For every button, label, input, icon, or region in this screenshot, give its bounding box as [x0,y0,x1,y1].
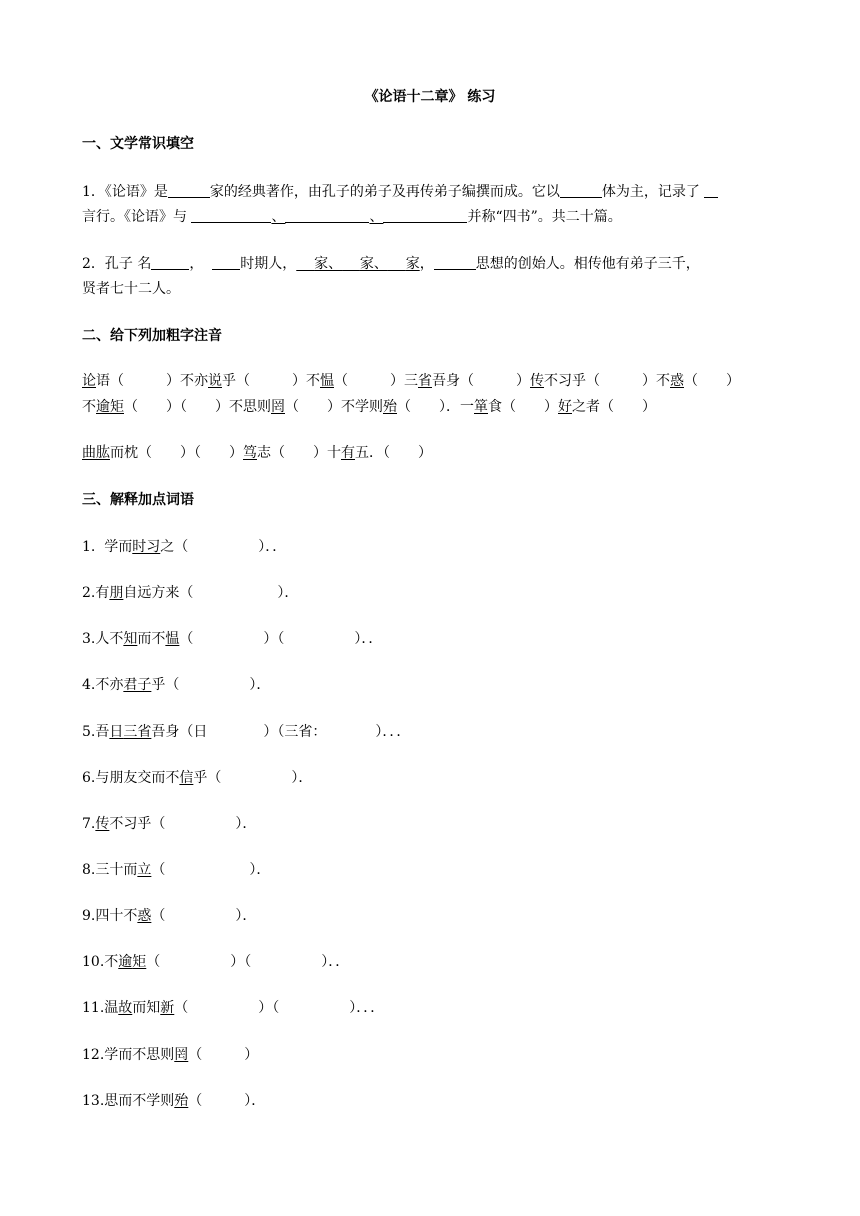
pinyin-text: 三 [404,373,418,389]
q1-sep-2: 、 [369,209,384,225]
definition-prefix: 1. 学而 [82,539,133,555]
definition-prefix: 7. [82,816,96,832]
definition-target-word: 朋 [109,585,124,601]
definition-target-word: 愠 [165,631,180,647]
q2-line-1 [82,254,700,274]
q2-jia-2: 家、 [359,256,388,272]
pinyin-target-char: 好 [558,399,572,415]
definition-prefix: 8.三十而 [82,862,138,878]
definition-prefix: 11.温 [82,1000,119,1016]
pinyin-target-char: 说 [208,373,222,389]
pinyin-row-3 [82,443,432,463]
definition-answer-slot: （ ）． [151,862,271,878]
definition-item [82,906,256,926]
pinyin-text: （ ）．一 [397,399,474,415]
definition-answer-slot: 不习乎（ ）． [109,816,257,832]
blank-era[interactable] [212,255,240,270]
blank-thought[interactable] [434,255,476,270]
pinyin-text: 而枕（ ）（ ） [110,445,243,461]
definition-answer-slot: 吾身（日 ）（三省： ）．．． [151,724,411,740]
definition-answer-slot: 乎（ ）． [151,677,271,693]
blank-book-3[interactable] [383,208,467,223]
definition-item [82,629,382,649]
q2-jia-group [296,256,419,272]
definition-target-word: 知 [123,631,138,647]
pinyin-text: 乎（ ） [222,373,306,389]
definition-prefix: 6.与朋友交而不 [82,770,180,786]
definition-target-word: 传 [95,816,110,832]
definition-target-word: 惑 [137,908,152,924]
pinyin-text: （ ） [684,373,740,389]
definition-answer-slot: 之（ ）．． [160,539,287,555]
definition-answer-slot: （ ）． [188,1093,266,1109]
definition-item [82,1091,265,1111]
section-2-heading: 二、给下列加粗字注音 [82,328,222,344]
blank-book-1[interactable] [191,208,271,223]
pinyin-target-char: 曲肱 [82,445,110,461]
pinyin-text: 不学则 [341,399,383,415]
definition-answer-slot: （ ） [188,1047,259,1063]
definition-item [82,998,384,1018]
definition-target-word: 信 [179,770,194,786]
definition-answer-slot: 而不 [137,631,166,647]
pinyin-target-char: 愠 [320,373,334,389]
definition-target-word: 矩 [132,954,147,970]
pinyin-text: 不亦 [180,373,208,389]
definition-answer-slot: （ ）（ ）．．． [174,1000,385,1016]
blank-school[interactable] [168,183,210,198]
pinyin-text: （ ）（ ） [124,399,229,415]
pinyin-text: 志（ ） [257,445,327,461]
page-title: 《论语十二章》 练习 [364,89,496,105]
pinyin-text: （ ） [285,399,341,415]
definition-prefix: 9.四十不 [82,908,138,924]
definition-answer-slot: （ ）（ ）．． [179,631,383,647]
q1-line-2 [82,207,622,227]
definition-prefix: 4.不亦 [82,677,124,693]
blank-name[interactable] [151,255,189,270]
definition-middle: 而知 [132,1000,161,1016]
q2-text-e: 思想的创始人。相传他有弟子三千， [475,256,700,272]
pinyin-text: 不思则 [229,399,271,415]
pinyin-target-char: 论 [82,373,96,389]
q2-jia-1: 家、 [314,256,343,272]
section-1-heading: 一、文学常识填空 [82,136,194,152]
definition-target-word: 罔 [174,1047,189,1063]
blank-recorded[interactable] [704,183,718,198]
q1-line-1 [82,182,718,202]
definition-target-word: 君子 [123,677,152,693]
section-3-heading: 三、解释加点词语 [82,492,194,508]
definition-item [82,583,298,603]
definition-target-word: 逾 [118,954,133,970]
definition-prefix: 12.学而不思则 [82,1047,175,1063]
definition-answer-slot: 乎（ ）． [193,770,313,786]
q2-text-d: ， [419,256,434,272]
definition-target-word: 立 [137,862,152,878]
q1-sep-1: 、 [271,209,286,225]
pinyin-text: 吾身（ ） [432,373,530,389]
q1-text-b: 家的经典著作，由孔子的弟子及再传弟子编撰而成。它以 [209,184,560,200]
definition-target-word: 日 [109,724,124,740]
definition-item [82,1045,258,1065]
q2-text-c: 时期人， [240,256,297,272]
pinyin-target-char: 笃 [243,445,257,461]
pinyin-text: 五．（ ） [355,445,432,461]
pinyin-target-char: 殆 [383,399,397,415]
definition-prefix: 13.思而不学则 [82,1093,175,1109]
definition-item [82,537,286,557]
definition-target-word: 新 [160,1000,175,1016]
definition-prefix: 3.人不 [82,631,124,647]
blank-book-2[interactable] [285,208,369,223]
pinyin-text: 之者（ ） [572,399,656,415]
definition-target-word: 三省 [123,724,152,740]
definition-answer-slot: （ ）（ ）．． [146,954,350,970]
q2-text-a: 2．孔子 名 [82,256,152,272]
pinyin-text: （ ） [334,373,404,389]
q1-text-e: 并称“四书”。共二十篇。 [467,209,622,225]
pinyin-text: 十 [327,445,341,461]
definition-item [82,768,312,788]
pinyin-target-char: 有 [341,445,355,461]
pinyin-target-char: 箪 [474,399,488,415]
pinyin-text: 食（ ） [488,399,558,415]
definition-prefix: 2.有 [82,585,110,601]
definition-answer-slot: 自远方来（ ）． [123,585,299,601]
pinyin-text: 不习乎（ ）不 [544,373,670,389]
pinyin-target-char: 传 [530,373,544,389]
q2-jia-3: 家 [405,256,420,272]
pinyin-text: 不 [306,373,320,389]
q1-text-d: 言行。《论语》与 [82,209,187,225]
blank-style[interactable] [560,183,602,198]
q2-text-b: ， [189,256,204,272]
pinyin-target-char: 惑 [670,373,684,389]
q2-line-2: 贤者七十二人。 [82,281,180,297]
pinyin-text: 不 [82,399,96,415]
definition-item [82,675,270,695]
pinyin-row-1 [82,371,740,391]
definition-item [82,952,349,972]
definition-prefix: 5.吾 [82,724,110,740]
pinyin-target-char: 逾矩 [96,399,124,415]
definition-target-word: 殆 [174,1093,189,1109]
pinyin-target-char: 省 [418,373,432,389]
definition-target-word: 时习 [132,539,161,555]
definition-answer-slot: （ ）． [151,908,257,924]
pinyin-target-char: 罔 [271,399,285,415]
definition-item [82,860,270,880]
definition-prefix: 10.不 [82,954,119,970]
q1-text-a: 1．《论语》是 [82,184,168,200]
pinyin-text: 语（ ） [96,373,180,389]
q1-text-c: 体为主，记录了 [601,184,700,200]
definition-item [82,814,256,834]
definition-item [82,722,410,742]
pinyin-row-2 [82,397,656,417]
definition-target-word: 故 [118,1000,133,1016]
